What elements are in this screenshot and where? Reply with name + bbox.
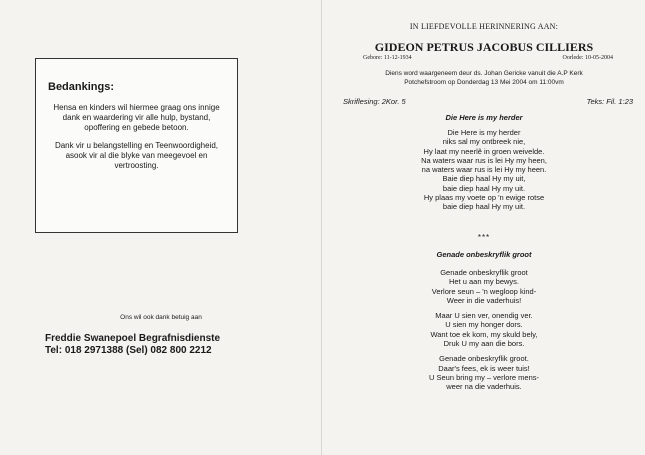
thanks-paragraph-2: Dank vir u belangstelling en Teenwoordigheid, asook vir al die blyke van meegevoel en vertroosting. xyxy=(54,141,219,170)
funeral-service-name: Freddie Swanepoel Begrafnisdienste xyxy=(45,333,221,344)
song-2-line: U Seun bring my – verlore mens- xyxy=(428,372,540,382)
memorial-heading: IN LIEFDEVOLLE HERINNERING AAN: xyxy=(409,22,559,31)
song-1-line: baie diep haal Hy my uit. xyxy=(442,202,526,212)
song-1-lines xyxy=(323,128,645,212)
song-2-line: Maar U sien ver, onendig ver. xyxy=(435,311,533,321)
also-thank-text: Ons wil ook dank betuig aan xyxy=(120,314,202,321)
birth-date: Gebore: 11-12-1934 xyxy=(363,55,412,61)
song-1-line: niks sal my ontbreek nie, xyxy=(442,137,526,147)
thanks-body xyxy=(44,103,229,179)
scripture-reading: Skriflesing: 2Kor. 5 xyxy=(343,97,406,106)
song-2-lines xyxy=(323,268,645,392)
song-2-line: Genade onbeskryflik groot. xyxy=(439,354,529,364)
song-1-line: Hy plaas my voete op 'n ewige rotse xyxy=(423,193,545,203)
song-2-line: weer na die vaderhuis. xyxy=(446,382,522,392)
song-2-line: Want toe ek kom, my skuld bely, xyxy=(430,329,538,339)
thanks-title: Bedankings: xyxy=(48,81,115,93)
thanks-box xyxy=(35,58,238,233)
song-2-line: Daar's fees, ek is weer tuis! xyxy=(438,363,530,373)
service-line-2: Potchefstroom op Donderdag 13 Mei 2004 om 11:00vm xyxy=(404,78,564,86)
song-2-line: Druk U my aan die bors. xyxy=(443,339,525,349)
section-divider: *** xyxy=(477,233,491,242)
song-2-line: Het u aan my bewys. xyxy=(448,277,520,287)
thanks-paragraph-1: Hensa en kinders wil hiermee graag ons innige dank en waardering vir alle hulp, bystand, opoffering en gebede betoon. xyxy=(53,103,220,132)
right-page xyxy=(323,0,645,455)
song-1-line: na waters waar rus is lei Hy my heen. xyxy=(421,165,547,175)
death-date: Oorlede: 10-05-2004 xyxy=(562,55,613,61)
song-2-title: Genade onbeskryflik groot xyxy=(436,250,532,259)
song-2-line: Verlore seun – 'n wegloop kind- xyxy=(431,286,537,296)
song-1-line: baie diep haal Hy my uit. xyxy=(442,183,526,193)
left-page xyxy=(0,0,322,455)
song-1-line: Na waters waar rus is lei Hy my heen, xyxy=(421,155,547,165)
song-1-line: Hy laat my neerlê in groen weivelde. xyxy=(423,146,545,156)
funeral-service-phone: Tel: 018 2971388 (Sel) 082 800 2212 xyxy=(45,345,212,356)
song-1-title: Die Here is my herder xyxy=(445,113,523,122)
song-1-line: Baie diep haal Hy my uit, xyxy=(442,174,526,184)
song-2-line: U sien my honger dors. xyxy=(445,320,523,330)
service-line-1: Diens word waargeneem deur ds. Johan Gericke vanuit die A.P Kerk xyxy=(385,70,583,77)
sermon-text: Teks: Fil. 1:23 xyxy=(586,97,633,106)
song-2-line: Weer in die vaderhuis! xyxy=(446,295,522,305)
service-details xyxy=(323,70,645,87)
song-2-line: Genade onbeskryflik groot xyxy=(440,268,528,277)
song-1-line: Die Here is my herder xyxy=(447,128,521,137)
deceased-name: GIDEON PETRUS JACOBUS CILLIERS xyxy=(374,40,594,54)
